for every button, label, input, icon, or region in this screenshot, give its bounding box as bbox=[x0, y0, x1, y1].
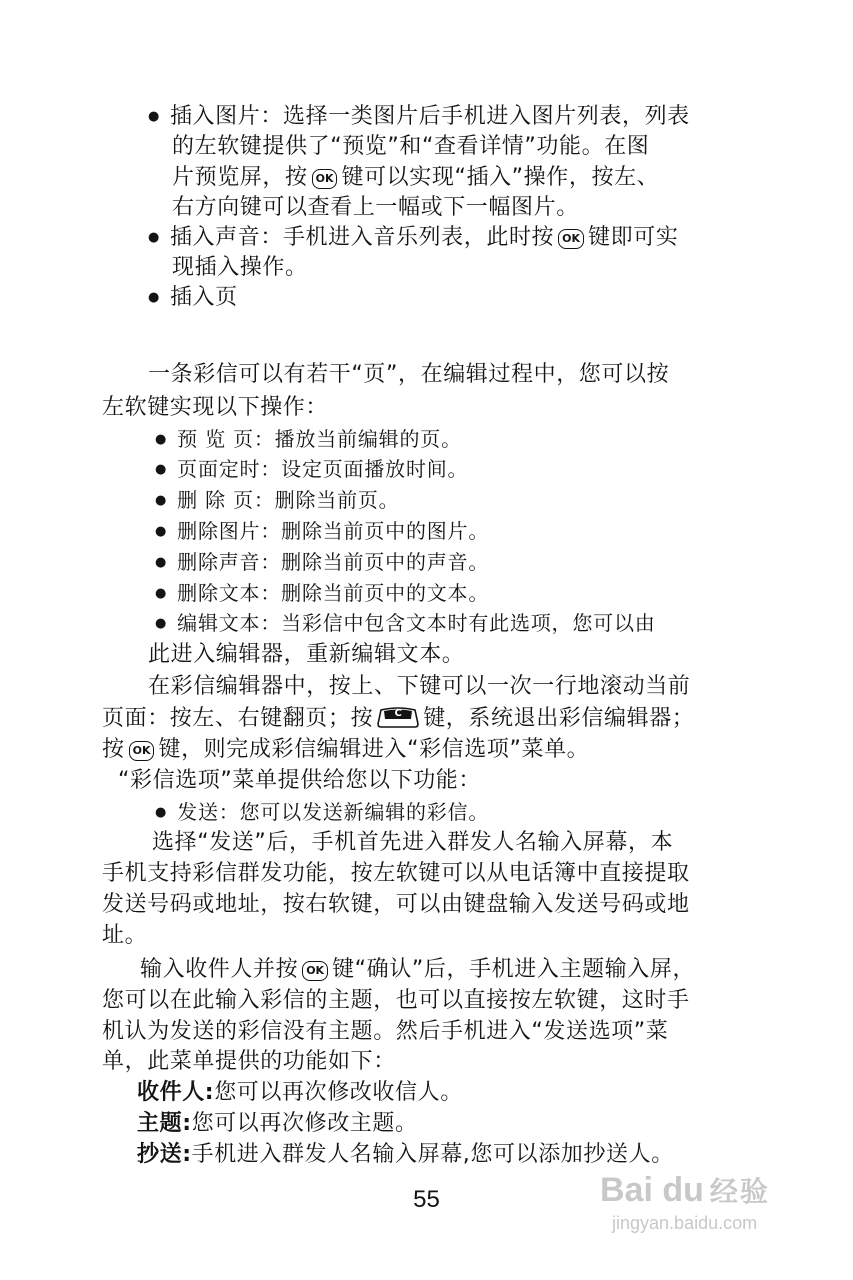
send-para-line: 址。 bbox=[102, 923, 148, 948]
recipient-line: 您可以在此输入彩信的主题，也可以直接按左软键，这时手 bbox=[102, 988, 690, 1013]
page-number: 55 bbox=[413, 1186, 440, 1213]
text-line bbox=[172, 163, 659, 193]
option-item bbox=[155, 516, 489, 550]
options-menu-line: “彩信选项”菜单提供给您以下功能： bbox=[118, 768, 481, 793]
send-option-text: 手机进入群发人名输入屏幕,您可以添加抄送人。 bbox=[191, 1142, 674, 1167]
option-text: 删除图片：删除当前页中的图片。 bbox=[177, 519, 490, 543]
send-option-recipient bbox=[137, 1078, 463, 1108]
option-text: 删除文本：删除当前页中的文本。 bbox=[177, 581, 490, 605]
text-segment: 键即可实 bbox=[588, 225, 679, 250]
ok-key-icon: OK bbox=[312, 169, 338, 189]
send-option-text: 您可以再次修改主题。 bbox=[191, 1111, 418, 1136]
bullet-icon bbox=[155, 547, 167, 581]
send-option-label: 收件人: bbox=[137, 1080, 215, 1105]
text-line: 现插入操作。 bbox=[172, 255, 308, 280]
option-item bbox=[155, 547, 489, 581]
recipient-line bbox=[140, 955, 695, 985]
option-item bbox=[155, 608, 656, 642]
send-para-line: 发送号码或地址，按右软键，可以由键盘输入发送号码或地 bbox=[102, 892, 690, 917]
text-segment: 键可以实现“插入”操作，按左、 bbox=[341, 165, 660, 190]
bullet-icon bbox=[148, 102, 160, 135]
c-key-label: C bbox=[394, 708, 402, 719]
watermark-url: jingyan.baidu.com bbox=[612, 1213, 758, 1233]
editor-line bbox=[102, 704, 694, 734]
send-option-label: 抄送: bbox=[137, 1142, 192, 1167]
bullet-icon bbox=[155, 797, 167, 831]
bullet-insert-image bbox=[148, 102, 690, 135]
bullet-icon bbox=[155, 424, 167, 458]
bullet-icon bbox=[155, 608, 167, 642]
send-option-label: 主题: bbox=[137, 1111, 192, 1136]
recipient-line: 单，此菜单提供的功能如下： bbox=[102, 1049, 396, 1074]
send-option-cc bbox=[137, 1140, 674, 1170]
option-text: 编辑文本：当彩信中包含文本时有此选项，您可以由 bbox=[177, 611, 656, 635]
text-line: 的左软键提供了“预览”和“查看详情”功能。在图 bbox=[172, 134, 650, 159]
insert-image-text: 选择一类图片后手机进入图片列表，列表 bbox=[282, 104, 690, 129]
send-item bbox=[155, 797, 489, 831]
c-key-icon bbox=[376, 707, 420, 729]
insert-image-label: 插入图片： bbox=[169, 104, 283, 129]
option-item bbox=[155, 424, 462, 458]
bullet-icon bbox=[155, 516, 167, 550]
text-segment: 页面：按左、右键翻页；按 bbox=[102, 706, 374, 731]
editor-line: 在彩信编辑器中，按上、下键可以一次一行地滚动当前 bbox=[148, 674, 691, 699]
text-segment: 片预览屏，按 bbox=[172, 165, 308, 190]
bullet-icon bbox=[155, 578, 167, 612]
watermark-brand: Bai du bbox=[600, 1171, 704, 1209]
text-segment: 插入声音：手机进入音乐列表，此时按 bbox=[169, 225, 555, 250]
send-option-subject bbox=[137, 1109, 418, 1139]
send-item-text: 发送：您可以发送新编辑的彩信。 bbox=[177, 800, 490, 824]
ok-key-icon: OK bbox=[302, 961, 328, 981]
ok-key-icon: OK bbox=[129, 741, 155, 761]
option-item bbox=[155, 578, 489, 612]
text-segment: 插入页 bbox=[169, 285, 238, 310]
option-text: 删除声音：删除当前页中的声音。 bbox=[177, 550, 490, 574]
text-segment: 键，则完成彩信编辑进入“彩信选项”菜单。 bbox=[158, 737, 590, 762]
bullet-icon bbox=[155, 454, 167, 488]
option-item bbox=[155, 454, 468, 488]
option-text: 删 除 页：删除当前页。 bbox=[177, 488, 400, 512]
bullet-icon bbox=[155, 485, 167, 519]
watermark-jingyan: 经验 bbox=[709, 1175, 770, 1208]
text-segment: 按 bbox=[102, 737, 125, 762]
option-text: 页面定时：设定页面播放时间。 bbox=[177, 457, 469, 481]
send-option-text: 您可以再次修改收信人。 bbox=[214, 1080, 463, 1105]
bullet-insert-sound bbox=[148, 223, 678, 256]
ok-key-icon: OK bbox=[558, 229, 584, 249]
recipient-line: 机认为发送的彩信没有主题。然后手机进入“发送选项”菜 bbox=[102, 1019, 669, 1044]
bullet-insert-page bbox=[148, 283, 238, 316]
send-para-line: 选择“发送”后，手机首先进入群发人名输入屏幕，本 bbox=[152, 830, 674, 855]
send-para-line: 手机支持彩信群发功能，按左软键可以从电话簿中直接提取 bbox=[102, 861, 690, 886]
text-line: 右方向键可以查看上一幅或下一幅图片。 bbox=[172, 195, 579, 220]
editor-line bbox=[102, 735, 589, 765]
baidu-jingyan-watermark bbox=[600, 1170, 790, 1260]
option-item bbox=[155, 485, 399, 519]
intro-line: 左软键实现以下操作： bbox=[102, 395, 329, 420]
text-line: 此进入编辑器，重新编辑文本。 bbox=[148, 642, 465, 667]
bullet-icon bbox=[148, 223, 160, 256]
intro-line: 一条彩信可以有若干“页”，在编辑过程中，您可以按 bbox=[148, 362, 670, 387]
bullet-icon bbox=[148, 283, 160, 316]
text-segment: 键，系统退出彩信编辑器； bbox=[423, 706, 695, 731]
option-text: 预 览 页：播放当前编辑的页。 bbox=[177, 427, 462, 451]
text-segment: 键“确认”后，手机进入主题输入屏， bbox=[332, 957, 696, 982]
text-segment: 输入收件人并按 bbox=[140, 957, 299, 982]
